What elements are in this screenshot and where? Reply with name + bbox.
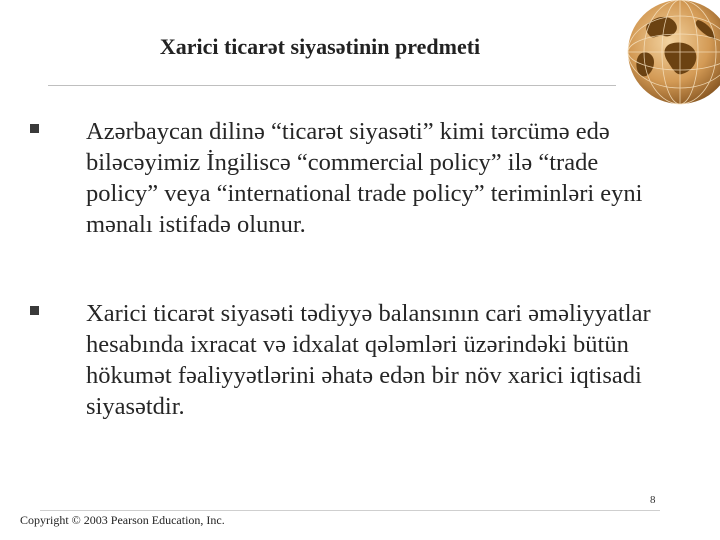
bullet-text: Azərbaycan dilinə “ticarət siyasəti” kimi tərcümə edə biləcəyimiz İngiliscə “commercial policy” ilə “trade policy” veya “international trade policy” teriminləri eyni mənalı istifadə olunur. — [86, 118, 643, 238]
page-number: 8 — [650, 494, 656, 506]
title-divider — [48, 85, 616, 86]
bullet-marker — [30, 124, 39, 133]
bullet-text: Xarici ticarət siyasəti tədiyyə balansının cari əməliyyatlar hesabında ixracat və idxalat qələmləri üzərindəki bütün hökumət fəaliyyətlərini əhatə edən bir növ xarici iqtisadi siyasətdir. — [86, 300, 651, 420]
globe-icon — [610, 0, 720, 110]
footer-divider — [40, 510, 660, 511]
copyright-notice: Copyright © 2003 Pearson Education, Inc. — [20, 513, 225, 527]
bullet-marker — [30, 306, 39, 315]
slide-title: Xarici ticarət siyasətinin predmeti — [159, 34, 481, 59]
